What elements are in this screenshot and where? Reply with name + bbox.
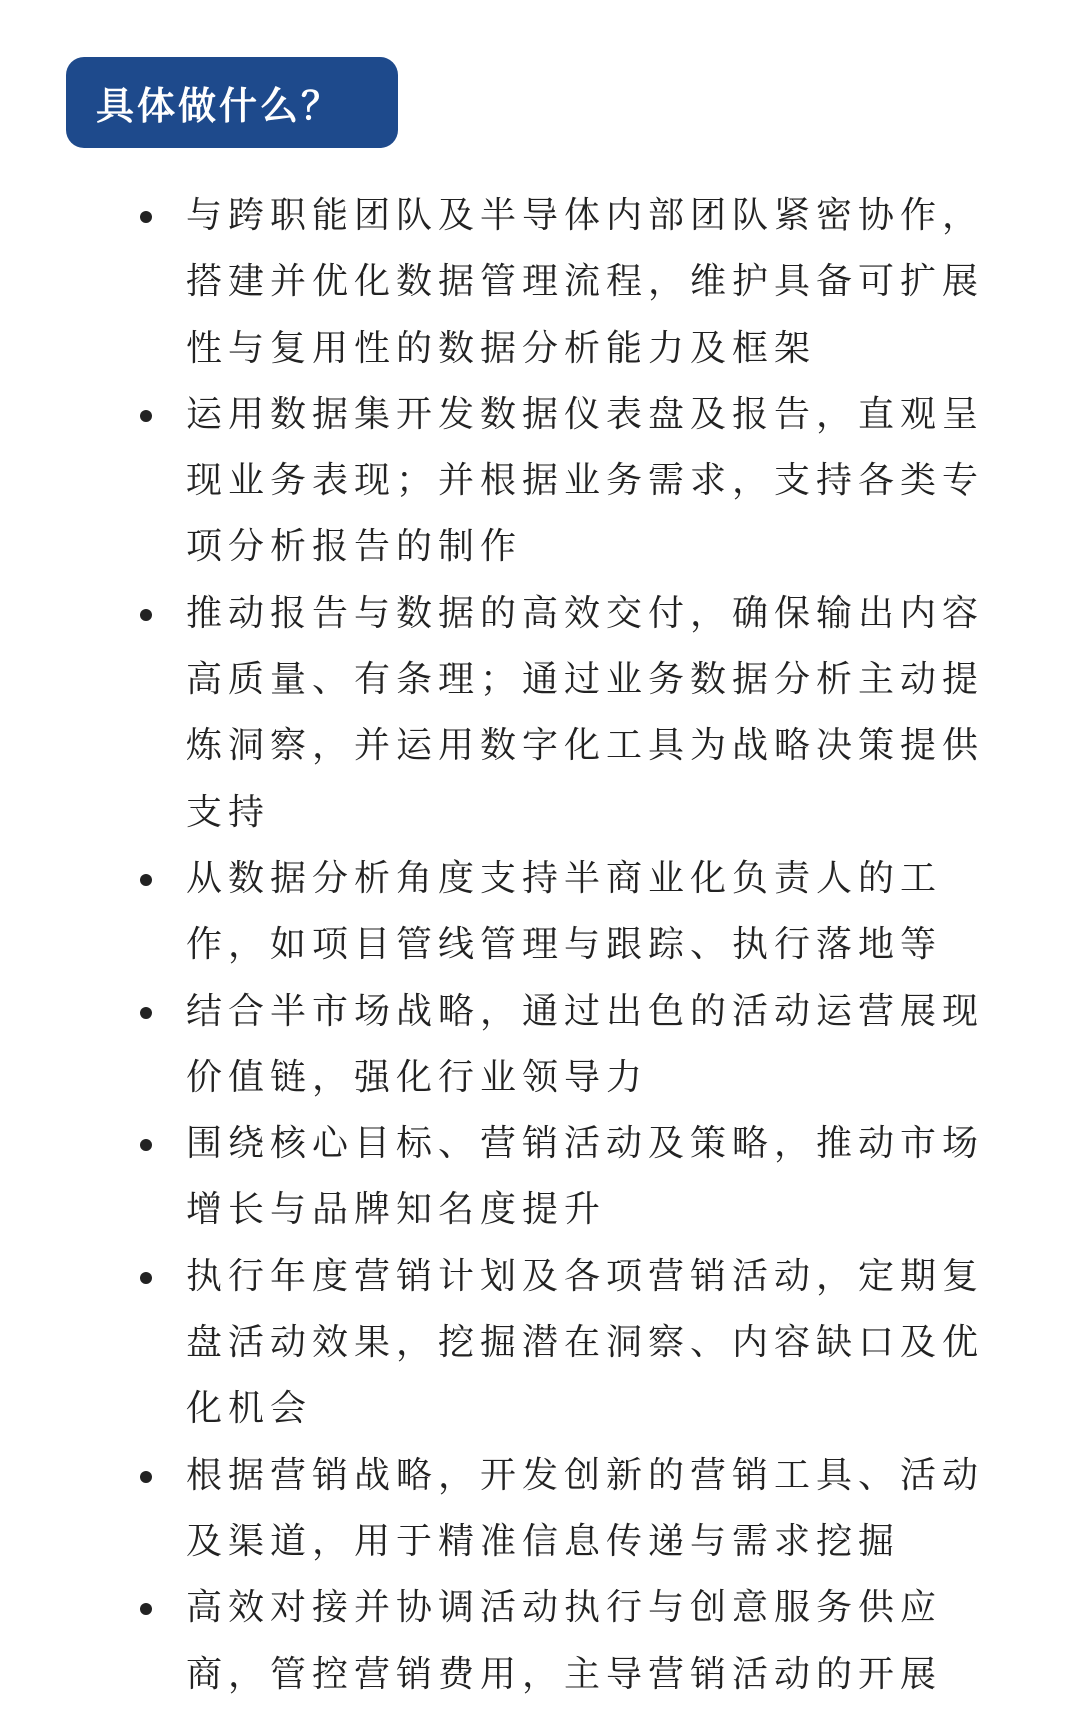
list-item-text: 执行年度营销计划及各项营销活动，定期复盘活动效果，挖掘潜在洞察、内容缺口及优化机会	[186, 1255, 985, 1430]
list-item-text: 从数据分析角度支持半商业化负责人的工作，如项目管线管理与跟踪、执行落地等	[186, 857, 943, 966]
list-item-text: 与跨职能团队及半导体内部团队紧密协作，搭建并优化数据管理流程，维护具备可扩展性与复用性的数据分析能力及框架	[186, 195, 985, 369]
list-item-text: 运用数据集开发数据仪表盘及报告，直观呈现业务表现；并根据业务需求，支持各类专项分析报告的制作	[186, 393, 985, 568]
bullet-icon	[140, 211, 152, 223]
list-item-text: 高效对接并协调活动执行与创意服务供应商，管控营销费用，主导营销活动的开展	[186, 1587, 943, 1695]
list-item	[0, 183, 1000, 382]
bullet-icon	[140, 1272, 152, 1284]
list-item	[0, 1443, 1000, 1576]
bullet-icon	[140, 410, 152, 422]
list-item-text: 推动报告与数据的高效交付，确保输出内容高质量、有条理；通过业务数据分析主动提炼洞察，并运用数字化工具为战略决策提供支持	[186, 592, 985, 833]
bullet-icon	[140, 609, 152, 621]
list-item	[0, 581, 1000, 846]
list-item	[0, 1244, 1000, 1443]
list-item	[0, 979, 1000, 1112]
bullet-icon	[140, 1471, 152, 1483]
bullet-icon	[140, 1007, 152, 1019]
bullet-icon	[140, 1603, 152, 1615]
list-item-text: 根据营销战略，开发创新的营销工具、活动及渠道，用于精准信息传递与需求挖掘	[186, 1454, 985, 1562]
responsibilities-list	[0, 183, 1080, 1708]
list-item	[0, 1575, 1000, 1708]
list-item-text: 围绕核心目标、营销活动及策略，推动市场增长与品牌知名度提升	[186, 1123, 985, 1231]
list-item	[0, 1111, 1000, 1244]
bullet-icon	[140, 874, 152, 886]
list-item	[0, 382, 1000, 581]
bullet-icon	[140, 1139, 152, 1151]
list-item-text: 结合半市场战略，通过出色的活动运营展现价值链，强化行业领导力	[186, 990, 985, 1098]
list-item	[0, 846, 1000, 979]
section-header	[66, 57, 398, 148]
section-title: 具体做什么？	[96, 84, 343, 128]
